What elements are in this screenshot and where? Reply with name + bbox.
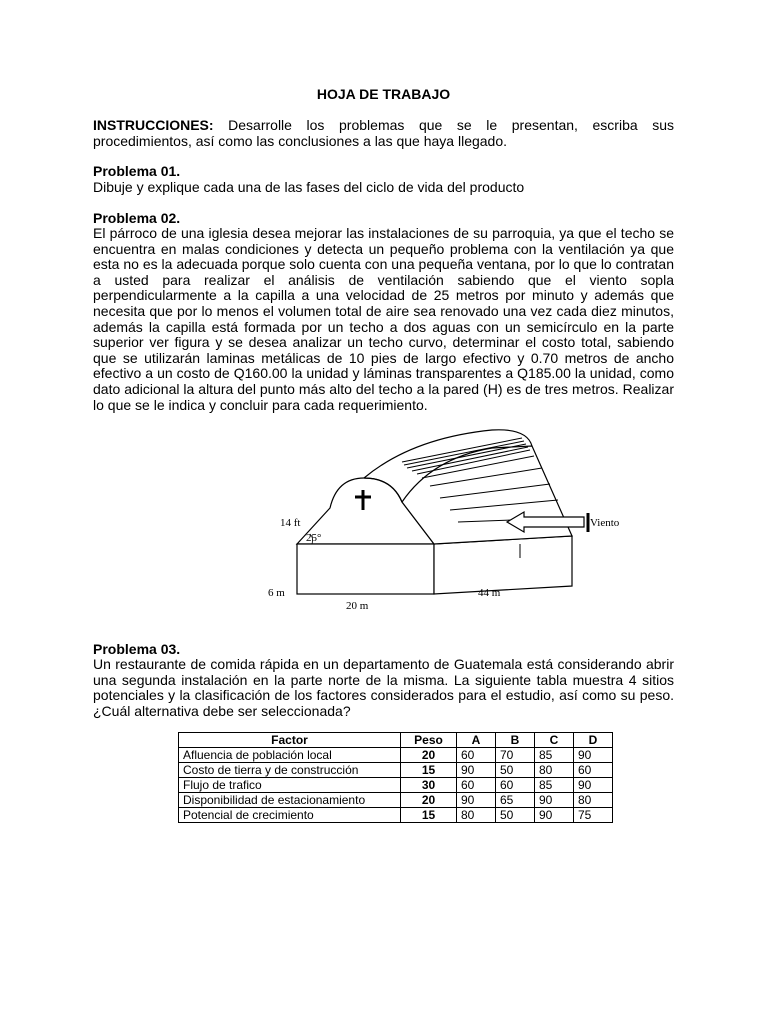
score-cell: 60 [457,748,496,763]
width-label: 20 m [346,600,369,612]
score-cell: 60 [457,778,496,793]
header-peso: Peso [401,733,457,748]
wall-height-label: 6 m [268,587,285,599]
factor-cell: Costo de tierra y de construcción [179,763,401,778]
table-row [179,763,613,778]
problem1-text: Dibuje y explique cada una de las fases del ciclo de vida del producto [93,179,525,195]
score-cell: 50 [496,808,535,823]
problem2-heading: Problema 02. [93,210,181,226]
instructions-label: INSTRUCCIONES: [93,117,214,133]
header-c: C [535,733,574,748]
header-b: B [496,733,535,748]
factors-table [178,732,613,823]
score-cell: 90 [457,763,496,778]
instructions-paragraph [93,118,674,149]
header-factor: Factor [179,733,401,748]
length-label: 44 m [478,587,501,599]
score-cell: 90 [574,778,613,793]
problem2-text: El párroco de una iglesia desea mejorar las instalaciones de su parroquia, ya que el techo se encuentra en malas condiciones y detecta un pequeño problema con la ventilación ya que esta no es la adecuada porque solo cuenta con una pequeña ventana, por lo que lo contratan a usted para realizar el análisis de ventilación sabiendo que el viento sopla perpendicularmente a la capilla a una velocidad de 25 metros por minuto y además que necesita que por lo menos el volumen total de aire sea renovado una vez cada diez minutos, además la capilla está formada por un techo a dos aguas con un semicírculo en la parte superior ver figura y se desea analizar un techo curvo, determinar el costo total, sabiendo que se utilizarán laminas metálicas de 10 pies de largo efectivo y 0.70 metros de ancho efectivo a un costo de Q160.00 la unidad y láminas transparentes a Q185.00 la unidad, como dato adicional la altura del punto más alto del techo a la pared (H) es de tres metros. Realizar lo que se le indica y concluir para cada requerimiento. [93,225,674,413]
chapel-drawing [262,418,620,618]
factor-cell: Potencial de crecimiento [179,808,401,823]
weight-cell: 20 [401,748,457,763]
score-cell: 90 [574,748,613,763]
problem1-heading: Problema 01. [93,163,181,179]
weight-cell: 15 [401,808,457,823]
header-d: D [574,733,613,748]
score-cell: 50 [496,763,535,778]
factor-cell: Disponibilidad de estacionamiento [179,793,401,808]
score-cell: 80 [574,793,613,808]
score-cell: 80 [535,763,574,778]
score-cell: 90 [535,808,574,823]
angle-label: 25° [306,532,322,544]
table-header-row [179,733,613,748]
score-cell: 60 [574,763,613,778]
score-cell: 70 [496,748,535,763]
table-row [179,748,613,763]
score-cell: 80 [457,808,496,823]
table-row [179,793,613,808]
score-cell: 75 [574,808,613,823]
score-cell: 90 [535,793,574,808]
score-cell: 90 [457,793,496,808]
problem3-text: Un restaurante de comida rápida en un departamento de Guatemala está considerando abrir una segunda instalación en la parte norte de la misma. La siguiente tabla muestra 4 sitios potenciales y la clasificación de los factores considerados para el estudio, así como su peso. ¿Cuál alternativa debe ser seleccionada? [93,656,674,719]
weight-cell: 15 [401,763,457,778]
page-title: HOJA DE TRABAJO [316,86,451,102]
wind-label: Viento [590,517,620,529]
weight-cell: 30 [401,778,457,793]
factor-cell: Afluencia de población local [179,748,401,763]
score-cell: 65 [496,793,535,808]
instructions-text: Desarrolle los problemas que se le presentan, escriba sus procedimientos, así como las conclusiones a las que haya llegado. [93,117,675,149]
chapel-figure [262,418,620,618]
table-row [179,778,613,793]
factor-cell: Flujo de trafico [179,778,401,793]
table-row [179,808,613,823]
score-cell: 60 [496,778,535,793]
problem3-heading: Problema 03. [93,641,181,657]
score-cell: 85 [535,748,574,763]
score-cell: 85 [535,778,574,793]
weight-cell: 20 [401,793,457,808]
header-a: A [457,733,496,748]
height-label: 14 ft [280,517,301,529]
